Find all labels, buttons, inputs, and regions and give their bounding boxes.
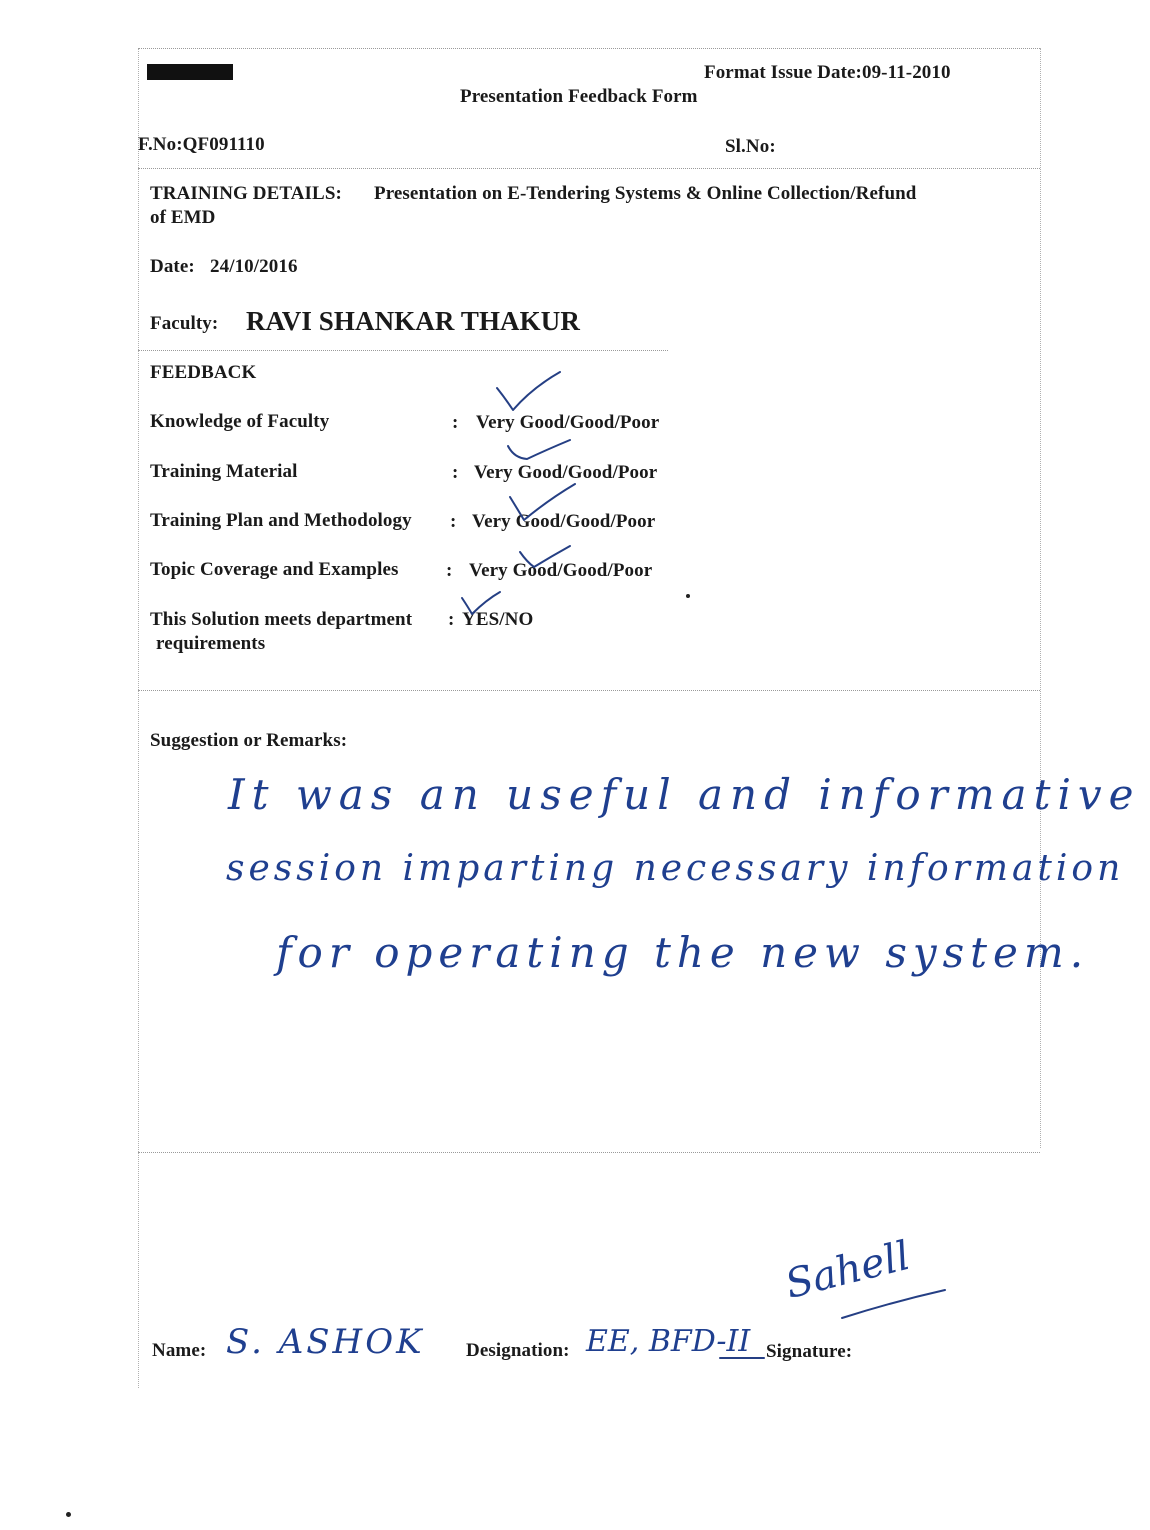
- form-top-border: [138, 48, 1040, 49]
- feedback-row-separator: :: [446, 560, 453, 581]
- solution-label: This Solution meets department: [150, 609, 413, 630]
- signature-scrawl: Sahell: [780, 1232, 915, 1308]
- name-label: Name:: [152, 1340, 207, 1361]
- remarks-label: Suggestion or Remarks:: [150, 730, 348, 751]
- form-right-border: [1040, 48, 1041, 1148]
- form-left-border: [138, 48, 139, 1388]
- divider-feedback: [138, 690, 1040, 691]
- handwritten-remark-line: session imparting necessary information: [226, 848, 1125, 889]
- feedback-row-label: Training Material: [150, 461, 298, 482]
- divider-header: [138, 168, 1040, 169]
- handwritten-remark-line: for operating the new system.: [276, 928, 1090, 977]
- form-number: F.No:QF091110: [138, 134, 265, 155]
- serial-number-label: Sl.No:: [725, 136, 776, 157]
- check-mark-icon: [497, 372, 560, 410]
- training-details-line-1: Presentation on E-Tendering Systems & Online Collection/Refund: [374, 183, 917, 204]
- format-issue-date: Format Issue Date:09-11-2010: [704, 62, 951, 83]
- name-value: S. ASHOK: [226, 1322, 425, 1362]
- signature-label: Signature:: [766, 1341, 853, 1362]
- feedback-row-separator: :: [450, 511, 457, 532]
- training-details-line-2: of EMD: [150, 207, 216, 228]
- underline-mark-icon: [508, 440, 570, 459]
- faculty-name: RAVI SHANKAR THAKUR: [246, 306, 580, 336]
- date-label: Date:: [150, 256, 195, 277]
- divider-faculty: [138, 350, 668, 351]
- feedback-row-options: Very Good/Good/Poor: [469, 560, 653, 581]
- scan-speck: [686, 594, 690, 598]
- designation-label: Designation:: [466, 1340, 570, 1361]
- divider-remarks: [138, 1152, 1040, 1153]
- feedback-row-separator: :: [452, 412, 459, 433]
- feedback-heading: FEEDBACK: [150, 362, 257, 383]
- signature-flourish-icon: [842, 1290, 945, 1318]
- feedback-row-separator: :: [448, 609, 455, 630]
- handwritten-remark-line: It was an useful and informative: [228, 770, 1141, 819]
- faculty-label: Faculty:: [150, 313, 219, 334]
- feedback-row-label: Training Plan and Methodology: [150, 510, 412, 531]
- designation-value: EE, BFD-II: [586, 1324, 751, 1359]
- scan-speck: [66, 1512, 71, 1517]
- solution-label-continued: requirements: [156, 633, 266, 654]
- feedback-row-label: Topic Coverage and Examples: [150, 559, 399, 580]
- feedback-row-label: Knowledge of Faculty: [150, 411, 330, 432]
- training-details-label: TRAINING DETAILS:: [150, 183, 342, 204]
- feedback-row-options: Very Good/Good/Poor: [476, 412, 660, 433]
- feedback-row-options: Very Good/Good/Poor: [474, 462, 658, 483]
- redacted-logo: [147, 64, 233, 80]
- feedback-row-separator: :: [452, 462, 459, 483]
- date-value: 24/10/2016: [210, 256, 298, 277]
- solution-options: YES/NO: [462, 609, 534, 630]
- feedback-row-options: Very Good/Good/Poor: [472, 511, 656, 532]
- form-title: Presentation Feedback Form: [460, 86, 698, 107]
